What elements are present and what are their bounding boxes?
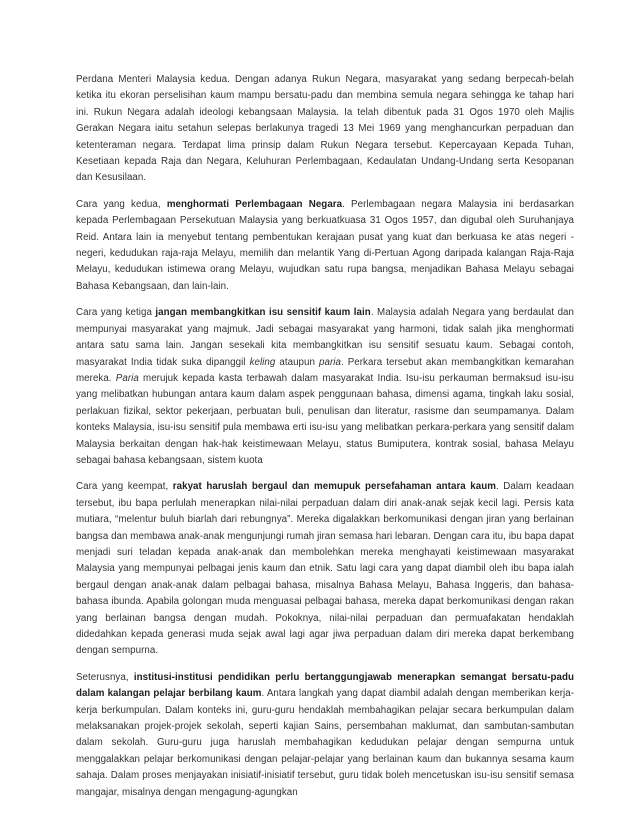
- text-run: Cara yang ketiga: [76, 307, 156, 319]
- text-run: . Perkara tersebut akan membangkitkan kemarahan mereka.: [76, 356, 575, 384]
- bold-phrase: institusi-institusi pendidikan perlu bertanggungjawab menerapkan semangat bersatu-padu dalam kalangan pelajar berbilang kaum: [76, 671, 574, 700]
- paragraph-cara-keempat: [76, 479, 574, 659]
- bold-phrase: menghormati Perlembagaan Negara: [166, 198, 343, 210]
- text-run: Cara yang kedua,: [76, 198, 167, 210]
- italic-term: paria: [319, 356, 341, 368]
- paragraph-cara-ketiga: [76, 305, 574, 469]
- text-run: . Malaysia adalah Negara yang berdaulat dan mempunyai masyarakat yang majmuk. Jadi sebagai masyarakat yang harmoni, tidak salah jika menghormati antara satu sama lain. Jangan sesekali kita membangkitkan isu sensitif sesuatu kaum. Sebagai contoh, masyarakat India tidak suka dipanggil: [76, 307, 574, 368]
- text-run: Perdana Menteri Malaysia kedua. Dengan adanya Rukun Negara, masyarakat yang sedang berpecah-belah ketika itu ekoran perselisihan kaum mampu bersatu-padu dan membina semula negara sehingga ke tahap hari ini. Rukun Negara adalah ideologi kebangsaan Malaysia. Ia telah dibentuk pada 31 Ogos 1970 oleh Majlis Gerakan Negara iaitu setahun selepas berlakunya tragedi 13 Mei 1969 yang menghancurkan perpaduan dan ketenteraman negara. Terdapat lima prinsip dalam Rukun Negara tersebut. Kepercayaan Kepada Tuhan, Kesetiaan kepada Raja dan Negara, Keluhuran Perlembagaan, Kedaulatan Undang-Undang serta Kesopanan dan Kesusilaan.: [76, 74, 574, 184]
- italic-term: keling: [249, 356, 276, 368]
- text-run: . Dalam keadaan tersebut, ibu bapa perlulah menerapkan nilai-nilai perpaduan dalam diri anak-anak sejak kecil lagi. Persis kata mutiara, “melentur buluh biarlah dari rebungnya”. Mereka digalakkan berkomunikasi dengan jiran yang berlainan bangsa dan membawa anak-anak mengunjungi rumah jiran semasa hari lebaran. Dengan cara itu, ibu bapa dapat menjadi suri teladan kepada anak-anak dan membolehkan mereka menghayati keistimewaan masyarakat Malaysia yang mempunyai pelbagai jenis kaum dan etnik. Satu lagi cara yang dapat diambil oleh ibu bapa ialah bergaul dengan anak-anak dalam pelbagai bahasa, misalnya Bahasa Melayu, Bahasa Inggeris, dan bahasa-bahasa ibunda. Apabila golongan muda menguasai pelbagai bahasa, mereka dapat berkomunikasi dengan rakan yang berlainan bangsa dengan mudah. Pokoknya, nilai-nilai perpaduan dan permuafakatan hendaklah didedahkan kepada generasi muda sejak awal lagi agar jiwa perpaduan dalam diri mereka dapat berkembang dengan sempurna.: [76, 481, 574, 657]
- paragraph-cara-kedua: [76, 197, 574, 295]
- text-run: Seterusnya,: [76, 671, 134, 683]
- text-run: ataupun: [275, 356, 319, 368]
- bold-phrase: rakyat haruslah bergaul dan memupuk persefahaman antara kaum: [172, 481, 496, 493]
- bold-phrase: jangan membangkitkan isu sensitif kaum lain: [155, 307, 371, 319]
- text-run: . Perlembagaan negara Malaysia ini berdasarkan kepada Perlembagaan Persekutuan Malaysia yang berkuatkuasa 31 Ogos 1957, dan digubal oleh Suruhanjaya Reid. Antara lain ia menyebut tentang pembentukan kerajaan pusat yang kuat dan berkuasa ke atas negeri -negeri, kedudukan raja-raja Melayu, memilih dan melantik Yang di-Pertuan Agong daripada kalangan Raja-Raja Melayu, kedudukan istimewa orang Melayu, wujudkan satu rupa bangsa, menjadikan Bahasa Melayu sebagai Bahasa Kebangsaan, dan lain-lain.: [76, 198, 574, 292]
- document-body: [76, 72, 574, 801]
- text-run: . Antara langkah yang dapat diambil adalah dengan memberikan kerja-kerja berkumpulan. Dalam konteks ini, guru-guru hendaklah membahagikan pelajar secara berkumpulan dalam melaksanakan projek-projek sekolah, seperti kajian Sains, persembahan maklumat, dan sambutan-sambutan dalam sekolah. Guru-guru juga haruslah membahagikan kedudukan pelajar dengan sempurna untuk menggalakkan pelajar berkomunikasi dengan pelajar-pelajar yang berlainan kaum dan bukannya sesama kaum sahaja. Dalam proses menjayakan inisiatif-inisiatif tersebut, guru tidak boleh mencetuskan isu-isu sensitif semasa mangajar, misalnya dengan mengagung-agungkan: [76, 688, 574, 798]
- paragraph-rukun-negara: [76, 72, 574, 187]
- text-run: merujuk kepada kasta terbawah dalam masyarakat India. Isu-isu perkauman bermaksud isu-isu yang melibatkan hubungan antara kaum dalam aspek penggunaan bahasa, dimensi agama, tingkah laku sosial, perlakuan fizikal, sektor pekerjaan, perbuatan buli, penulisan dan literatur, rasisme dan seumpamanya. Dalam konteks Malaysia, isu-isu sensitif pula membawa erti isu-isu yang melibatkan perkara-perkara yang sensitif dalam Malaysia berkaitan dengan hak-hak keistimewaan Melayu, status Bumiputera, kontrak sosial, bahasa Melayu sebagai bahasa kebangsaan, sistem kuota: [76, 372, 574, 466]
- paragraph-institusi-pendidikan: [76, 670, 574, 801]
- italic-term: Paria: [115, 372, 139, 384]
- text-run: Cara yang keempat,: [76, 481, 173, 493]
